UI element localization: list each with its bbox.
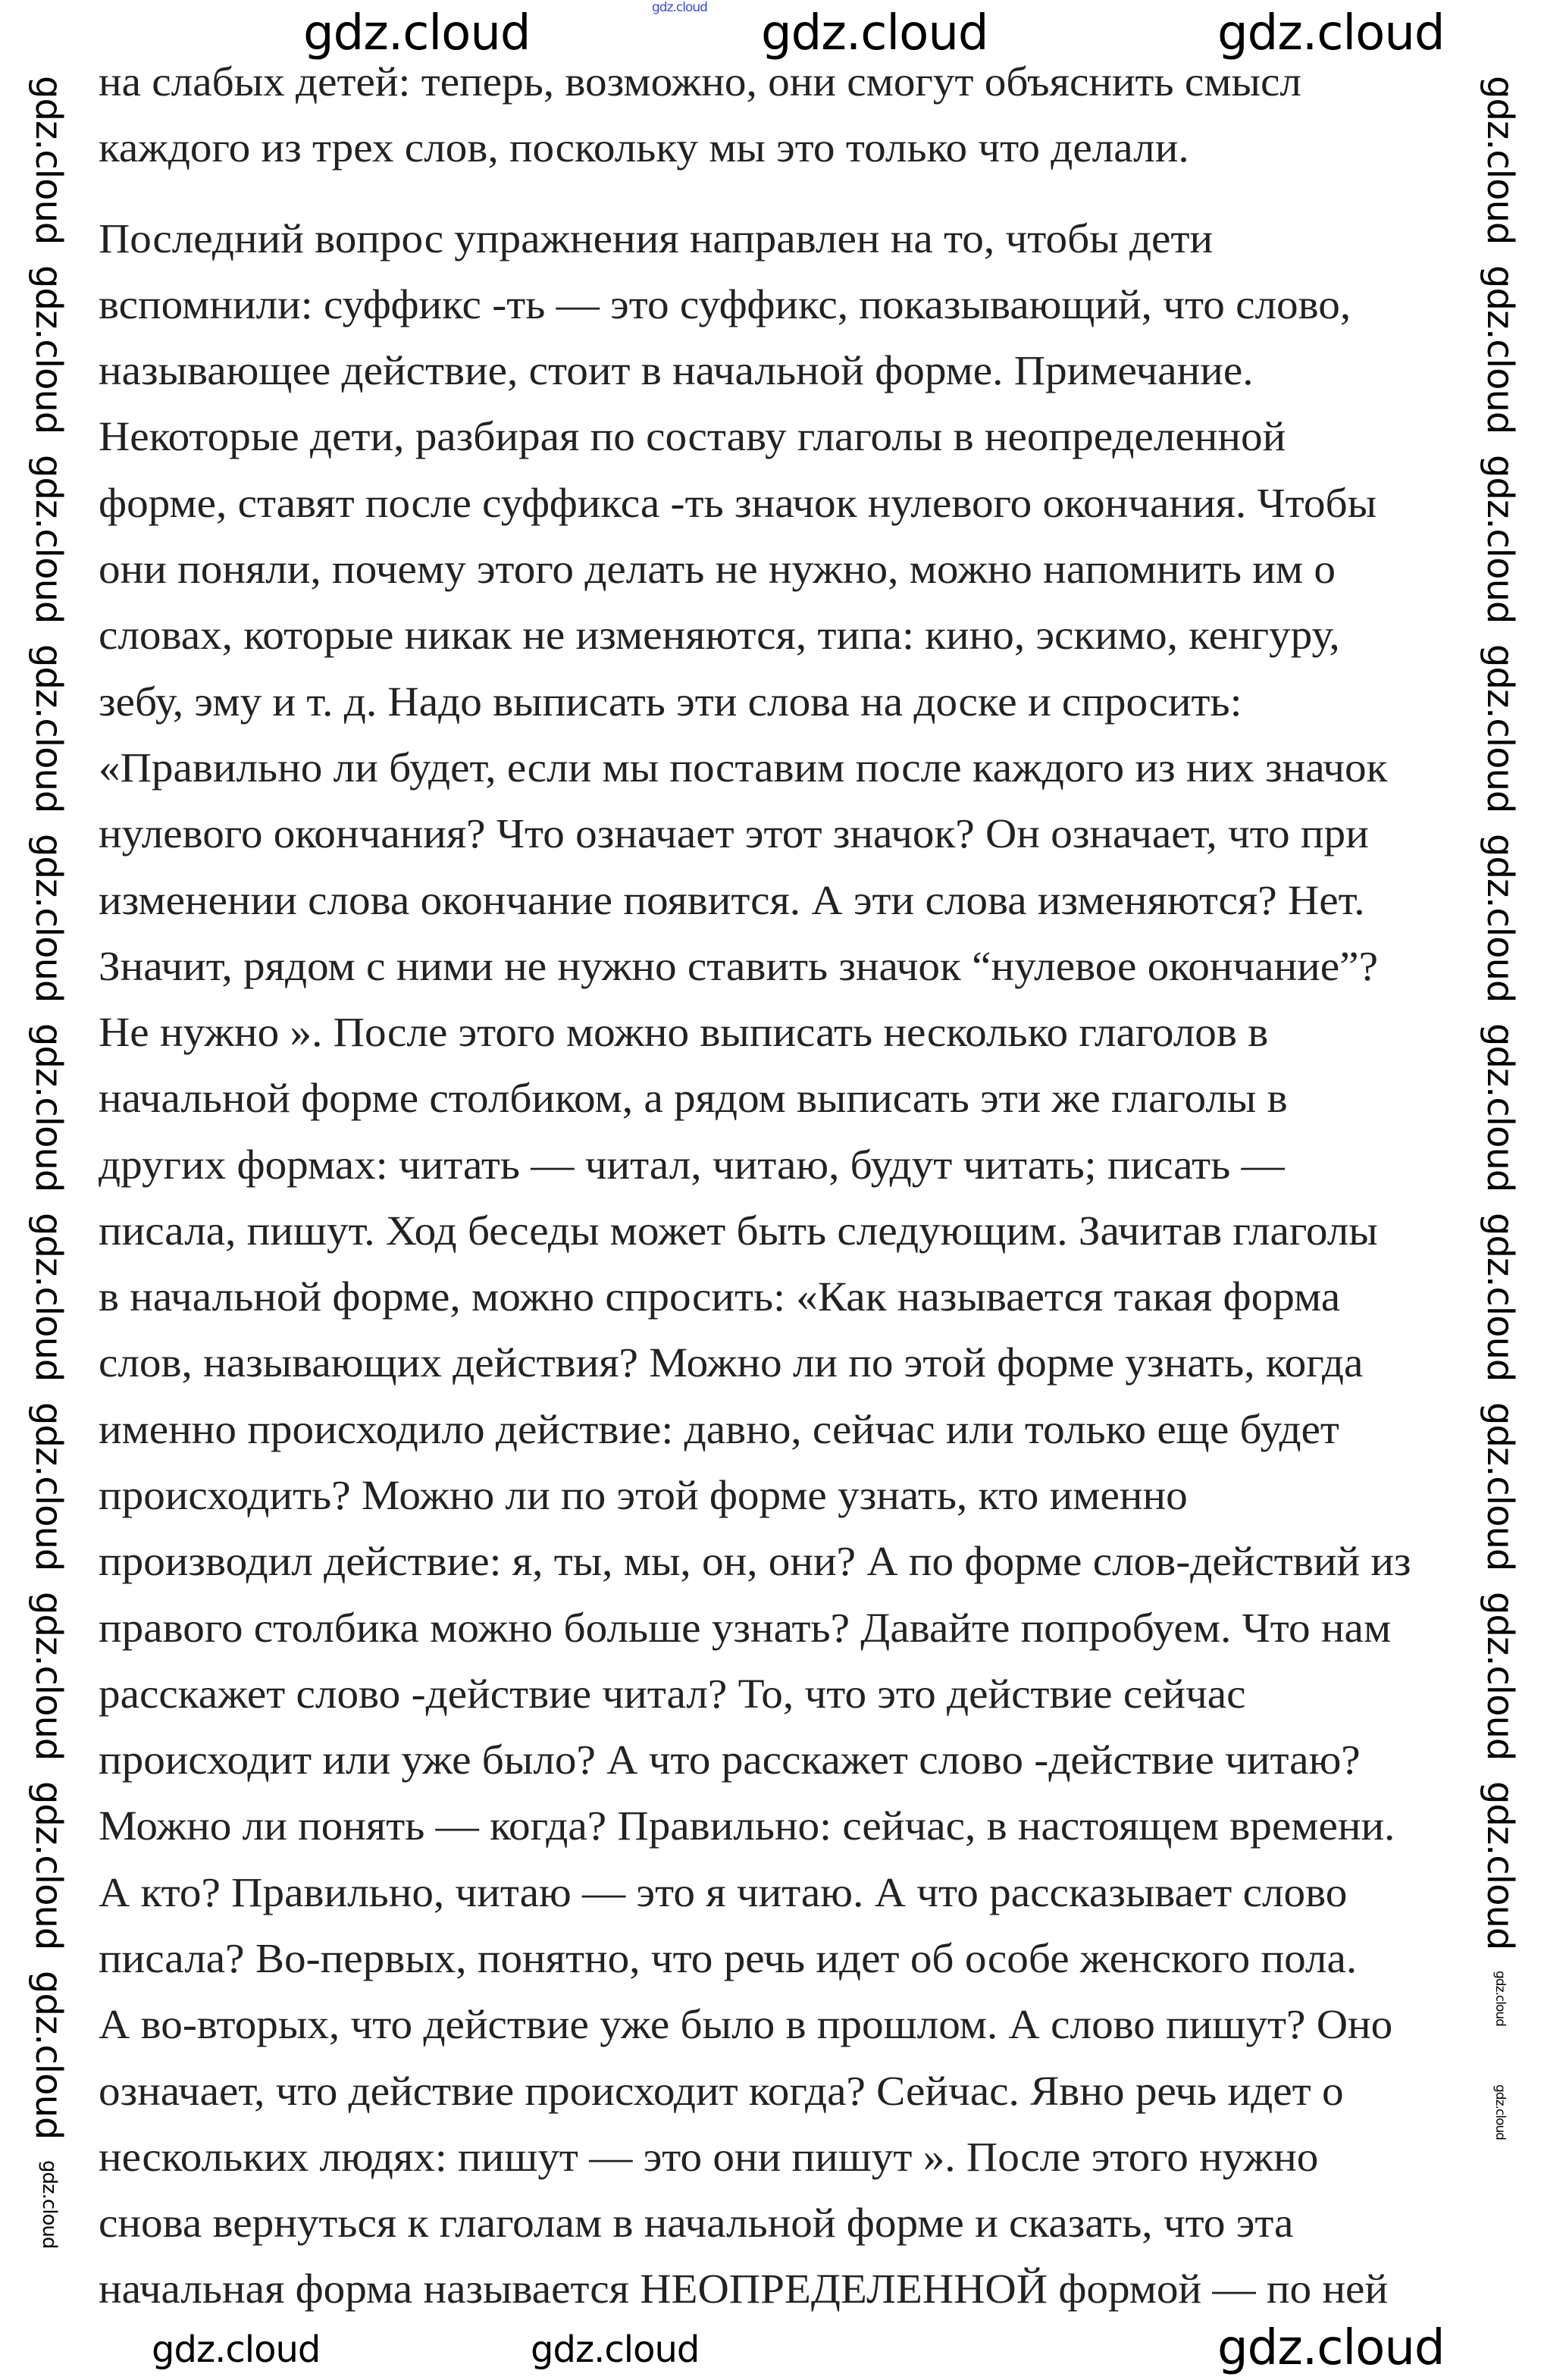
text-line: снова вернуться к глаголам в начальной форме и сказать, что эта: [99, 2200, 1294, 2246]
watermark: gdz.cloud: [1479, 1781, 1521, 1950]
watermark: gdz.cloud: [38, 2160, 61, 2249]
watermark: gdz.cloud: [27, 265, 70, 434]
watermark: gdz.cloud: [1492, 2084, 1508, 2140]
watermark: gdz.cloud: [761, 5, 988, 61]
watermark: gdz.cloud: [27, 455, 70, 624]
text-line: Значит, рядом с ними не нужно ставить значок “нулевое окончание”?: [99, 943, 1378, 989]
text-line: правого столбика можно больше узнать? Давайте попробуем. Что нам: [99, 1605, 1392, 1651]
text-line: «Правильно ли будет, если мы поставим после каждого из них значок: [99, 744, 1388, 791]
watermark: gdz.cloud: [152, 2328, 321, 2371]
text-line: А кто? Правильно, читаю — это я читаю. А что рассказывает слово: [99, 1869, 1348, 1915]
watermark: gdz.cloud: [1217, 2320, 1445, 2376]
watermark: gdz.cloud: [1479, 834, 1521, 1003]
watermark: gdz.cloud: [1217, 5, 1445, 61]
text-line: словах, которые никак не изменяются, типа: кино, эскимо, кенгуру,: [99, 612, 1340, 658]
watermark: gdz.cloud: [303, 5, 531, 61]
text-line: происходить? Можно ли по этой форме узнать, кто именно: [99, 1472, 1188, 1518]
watermark: gdz.cloud: [27, 834, 70, 1003]
text-line: других формах: читать — читал, читаю, будут читать; писать —: [99, 1141, 1285, 1188]
text-line: писала, пишут. Ход беседы может быть следующим. Зачитав глаголы: [99, 1207, 1378, 1254]
text-line: расскажет слово -действие читал? То, что это действие сейчас: [99, 1671, 1246, 1717]
text-line: изменении слова окончание появится. А эти слова изменяются? Нет.: [99, 877, 1365, 923]
watermark: gdz.cloud: [531, 2328, 700, 2371]
text-line: нулевого окончания? Что означает этот значок? Он означает, что при: [99, 810, 1369, 856]
text-line: Можно ли понять — когда? Правильно: сейчас, в настоящем времени.: [99, 1802, 1395, 1849]
text-line: на слабых детей: теперь, возможно, они смогут объяснить смысл: [99, 58, 1301, 105]
watermark: gdz.cloud: [27, 76, 70, 245]
text-line: производил действие: я, ты, мы, он, они? А по форме слов-действий из: [99, 1538, 1411, 1584]
watermark: gdz.cloud: [1479, 1023, 1521, 1192]
watermark: gdz.cloud: [1479, 1213, 1521, 1382]
text-line: слов, называющих действия? Можно ли по этой форме узнать, когда: [99, 1339, 1364, 1386]
text-line: форме, ставят после суффикса -ть значок нулевого окончания. Чтобы: [99, 480, 1377, 526]
watermark: gdz.cloud: [1492, 1971, 1508, 2026]
text-line: начальной форме столбиком, а рядом выписать эти же глаголы в: [99, 1075, 1288, 1121]
watermark: gdz.cloud: [27, 644, 70, 813]
text-line: писала? Во-первых, понятно, что речь идет об особе женского пола.: [99, 1935, 1358, 1981]
text-line: именно происходило действие: давно, сейчас или только еще будет: [99, 1406, 1339, 1452]
text-line: зебу, эму и т. д. Надо выписать эти слова на доске и спросить:: [99, 678, 1242, 725]
watermark: gdz.cloud: [1479, 265, 1521, 434]
text-line: означает, что действие происходит когда? Сейчас. Явно речь идет о: [99, 2068, 1344, 2114]
text-line: каждого из трех слов, поскольку мы это только что делали.: [99, 124, 1189, 171]
text-line: они поняли, почему этого делать не нужно, можно напомнить им о: [99, 546, 1336, 592]
text-line: в начальной форме, можно спросить: «Как называется такая форма: [99, 1273, 1341, 1320]
text-line: Не нужно ». После этого можно выписать несколько глаголов в: [99, 1009, 1269, 1055]
text-line: начальная форма называется НЕОПРЕДЕЛЕННОЙ формой — по ней: [99, 2266, 1389, 2312]
text-line: нескольких людях: пишут — это они пишут ». После этого нужно: [99, 2134, 1319, 2180]
text-line: происходит или уже было? А что расскажет слово -действие читаю?: [99, 1736, 1361, 1783]
watermark: gdz.cloud: [27, 1402, 70, 1571]
watermark: gdz.cloud: [1479, 1592, 1521, 1761]
watermark: gdz.cloud: [27, 1592, 70, 1761]
watermark: gdz.cloud: [27, 1023, 70, 1192]
text-line: вспомнили: суффикс -ть — это суффикс, показывающий, что слово,: [99, 281, 1352, 327]
watermark: gdz.cloud: [1479, 644, 1521, 813]
watermark: gdz.cloud: [1479, 76, 1521, 245]
watermark: gdz.cloud: [1479, 455, 1521, 624]
text-line: Некоторые дети, разбирая по составу глаголы в неопределенной: [99, 413, 1286, 459]
text-line: А во-вторых, что действие уже было в прошлом. А слово пишут? Оно: [99, 2001, 1393, 2047]
watermark: gdz.cloud: [652, 0, 707, 15]
watermark: gdz.cloud: [27, 1971, 70, 2140]
watermark: gdz.cloud: [27, 1781, 70, 1950]
watermark: gdz.cloud: [27, 1213, 70, 1382]
watermark: gdz.cloud: [1479, 1402, 1521, 1571]
text-line: называющее действие, стоит в начальной форме. Примечание.: [99, 347, 1254, 393]
text-line: Последний вопрос упражнения направлен на то, чтобы дети: [99, 215, 1214, 261]
